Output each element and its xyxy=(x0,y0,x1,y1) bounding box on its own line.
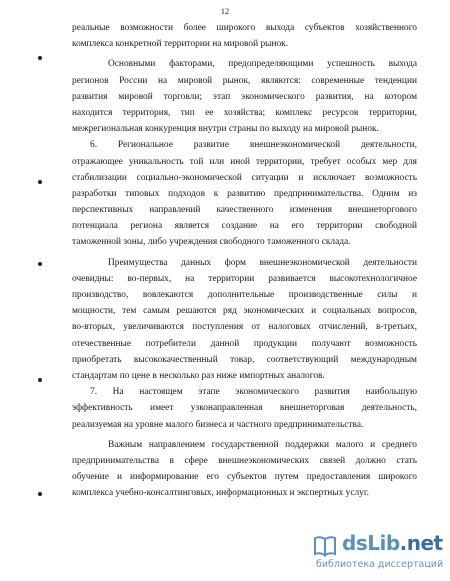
text-line: разработки типовых подходов к развитию предпринимательства. Одним из xyxy=(72,188,417,199)
watermark-domain xyxy=(342,531,443,555)
text-line: регионов России на мировой рынок, являются: современные тенденции xyxy=(72,75,417,86)
page-number: 12 xyxy=(220,6,230,16)
text-line: реализуемая на уровне малого бизнеса и частного предпринимательства. xyxy=(72,419,364,430)
text-line: во-вторых, увеличиваются поступления от налоговых отчислений, в-третьих, xyxy=(72,322,417,333)
text-line: эффективность имеет узконаправленная внешнеторговая деятельность, xyxy=(72,403,417,414)
margin-dot xyxy=(38,492,42,496)
document-body xyxy=(72,20,417,501)
text-line: отражающее уникальность той или иной территории, требует особых мер для xyxy=(72,156,417,167)
book-logo-icon xyxy=(312,533,338,559)
text-line: таможенной зоны, либо учреждения свободного таможенного склада. xyxy=(72,237,351,248)
text-line: межрегиональная конкуренция внутри страны по выходу на мировой рынок. xyxy=(72,124,379,135)
text-line: очевидны: во-первых, на территории развивается высокотехнологичное xyxy=(72,273,417,284)
text-line: приобретать высококачественный товар, соответствующий международным xyxy=(72,354,417,365)
text-line: 6. Региональное развитие внешнеэкономической деятельности, xyxy=(90,140,417,151)
watermark-domain-suffix: .net xyxy=(399,531,443,555)
text-line: стабилизации социально-экономической ситуации и исключает возможность xyxy=(72,172,417,183)
text-line: комплекса учебно-консалтинговых, информационных и экспертных услуг. xyxy=(72,488,370,499)
text-line: производство, вовлекаются дополнительные производственные силы и xyxy=(72,290,417,300)
text-line: мощности, тем самым решаются ряд экономических и социальных вопросов, xyxy=(72,306,417,317)
text-line: Преимущества данных форм внешнеэкономической деятельности xyxy=(108,257,417,268)
margin-dot xyxy=(38,180,42,184)
text-line: предпринимательства в сфере внешнеэкономических связей должно стать xyxy=(72,455,417,466)
margin-dot xyxy=(38,56,42,60)
text-line: реальные возможности более широкого выхода субъектов хозяйственного xyxy=(72,23,417,33)
text-line: 7. На настоящем этапе экономического развития наибольшую xyxy=(90,387,417,398)
margin-dot xyxy=(38,262,42,266)
watermark-subtitle: библиотека диссертаций xyxy=(316,559,444,570)
text-line: Основными факторами, предопределяющими успешность выхода xyxy=(108,59,417,70)
margin-dot xyxy=(38,378,42,382)
text-line: стандартам по цене в несколько раз ниже импортных аналогов. xyxy=(72,370,325,381)
watermark-domain-prefix: dsLib xyxy=(342,531,400,555)
text-line: Важным направлением государственной поддержки малого и среднего xyxy=(108,439,417,450)
text-line: обучение и информирование его субъектов путем предоставления широкого xyxy=(72,472,417,483)
text-line: находится территория, тип ее хозяйства; комплекс ресурсов территории, xyxy=(72,107,417,118)
text-line: отечественные потребители данной продукции получают возможность xyxy=(72,338,417,349)
text-line: развития мировой торговли; этап экономического развития, на котором xyxy=(72,91,417,102)
watermark xyxy=(312,531,442,575)
text-line: перспективных направлений качественного изменения внешнеторгового xyxy=(72,205,417,216)
text-line: комплекса конкретной территории на мировой рынок. xyxy=(72,39,289,50)
text-line: потенциала региона является создание на его территории свободной xyxy=(72,221,417,232)
